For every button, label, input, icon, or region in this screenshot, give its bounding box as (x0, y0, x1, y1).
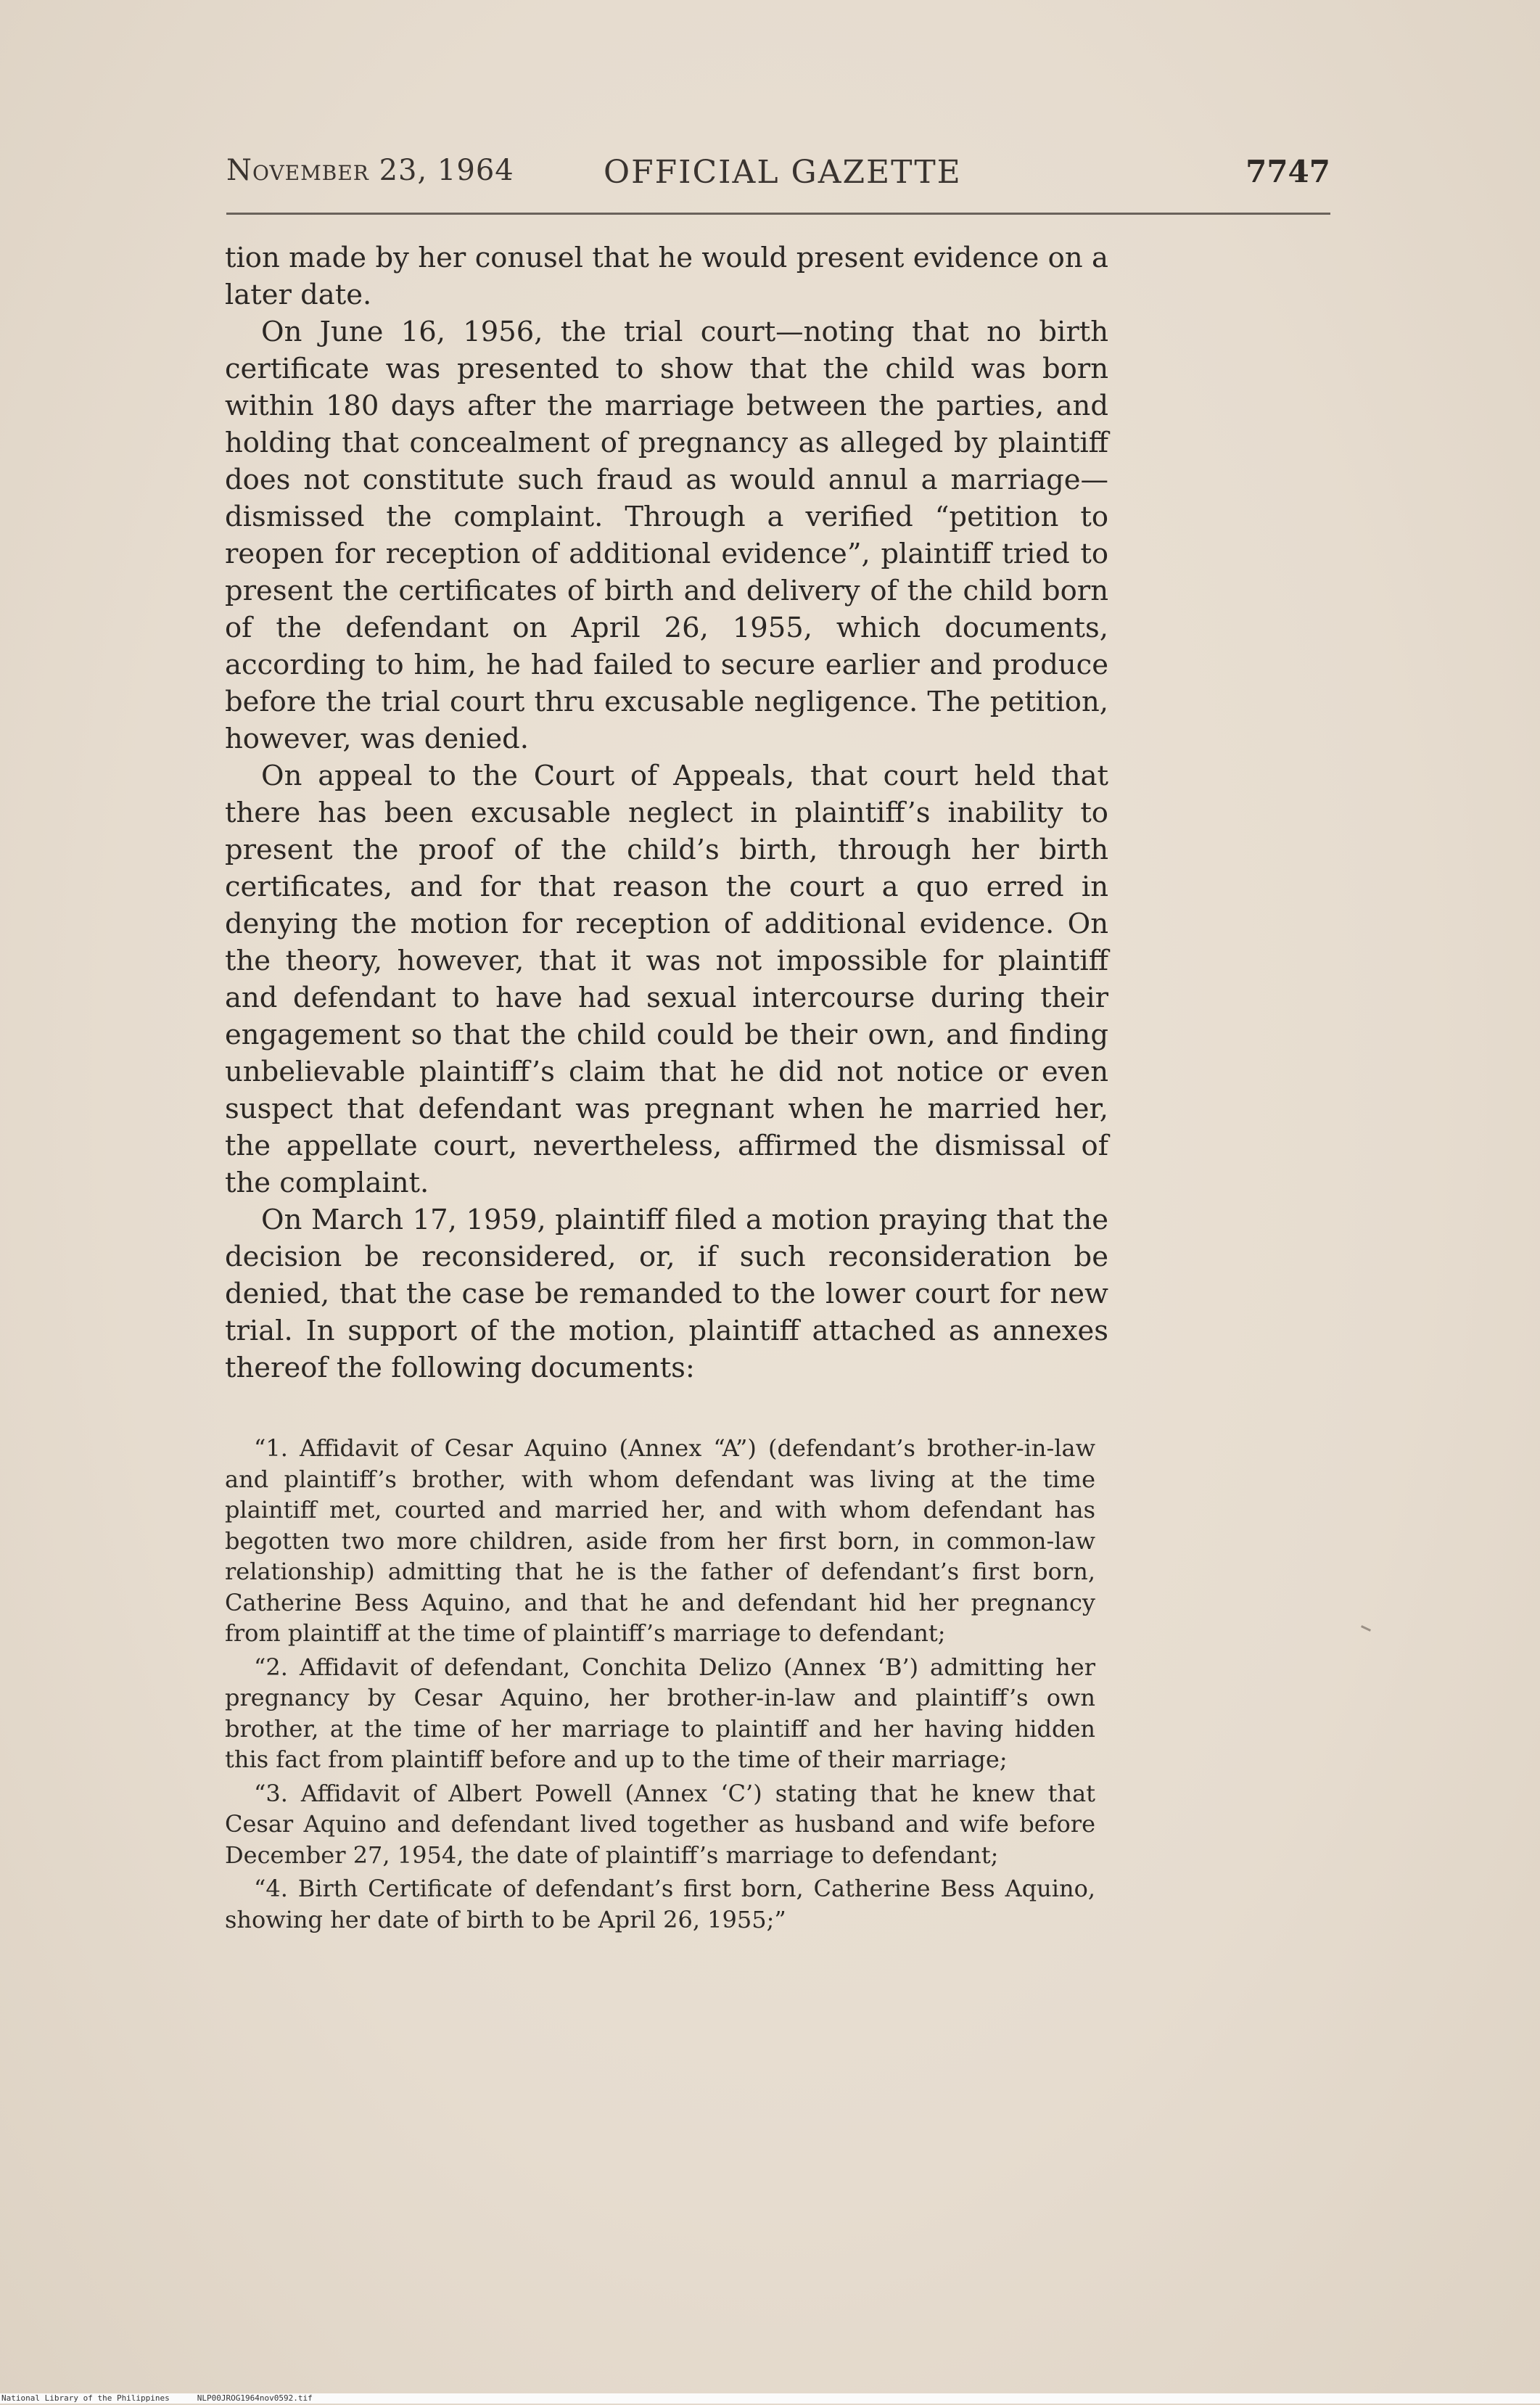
scan-footer (0, 2393, 1540, 2404)
body-text (225, 239, 1108, 1386)
footer-filename: NLP00JROG1964nov0592.tif (197, 2393, 313, 2403)
publication-title: OFFICIAL GAZETTE (604, 154, 962, 191)
header-rule (226, 213, 1330, 215)
paragraph-trial-court: On June 16, 1956, the trial court—noting that no birth certificate was presented to show that the child was born within 180 days after the marriage between the parties, and holding that concealment of pregnancy as alleged by plaintiff does not constitute such fraud as would annul a marriage—dismissed the complaint. Through a verified “petition to reopen for reception of additional evidence”, plaintiff tried to present the certificates of birth and delivery of the child born of the defendant on April 26, 1955, which documents, according to him, he had failed to secure earlier and produce before the trial court thru excusable negligence. The petition, however, was denied. (225, 316, 1108, 755)
annex-list (225, 1433, 1095, 1938)
paragraph-motion: On March 17, 1959, plaintiff filed a motion praying that the decision be reconsidered, or, if such reconsideration be denied, that the case be remanded to the lower court for new trial. In support of the motion, plaintiff attached as annexes thereof the following documents: (225, 1204, 1108, 1384)
annex-item: “4. Birth Certificate of defendant’s first born, Catherine Bess Aquino, showing her date of birth to be April 26, 1955;” (225, 1875, 1095, 1933)
running-header (226, 154, 1330, 197)
paragraph-appeal: On appeal to the Court of Appeals, that court held that there has been excusable neglect in plaintiff’s inability to present the proof of the child’s birth, through her birth certificates, and for that reason the court a quo erred in denying the motion for reception of additional evidence. On the theory, however, that it was not impossible for plaintiff and defendant to have had sexual intercourse during their engagement so that the child could be their own, and finding unbelievable plaintiff’s claim that he did not notice or even suspect that defendant was pregnant when he married her, the appellate court, nevertheless, affirmed the dismissal of the complaint. (225, 760, 1108, 1199)
annex-item: “2. Affidavit of defendant, Conchita Delizo (Annex ‘B’) admitting her pregnancy by Cesar Aquino, her brother-in-law and plaintiff’s own brother, at the time of her marriage to plaintiff and her having hidden this fact from plaintiff before and up to the time of their marriage; (225, 1653, 1095, 1773)
footer-library: National Library of the Philippines (1, 2393, 170, 2403)
annex-item: “1. Affidavit of Cesar Aquino (Annex “A”) (defendant’s brother-in-law and plaintiff’s brother, with whom defendant was living at the time plaintiff met, courted and married her, and with whom defendant has begotten two more children, aside from her first born, in common-law relationship) admitting that he is the father of defendant’s first born, Catherine Bess Aquino, and that he and defendant hid her pregnancy from plaintiff at the time of plaintiff’s marriage to defendant; (225, 1434, 1095, 1647)
page-number: 7747 (1245, 154, 1330, 189)
scan-speck (1361, 1625, 1371, 1632)
header-date: November 23, 1964 (226, 154, 514, 187)
annex-item: “3. Affidavit of Albert Powell (Annex ‘C’) stating that he knew that Cesar Aquino and defendant lived together as husband and wife before December 27, 1954, the date of plaintiff’s marriage to defendant; (225, 1779, 1095, 1869)
paragraph-continuation: tion made by her conusel that he would present evidence on a later date. (225, 242, 1108, 311)
